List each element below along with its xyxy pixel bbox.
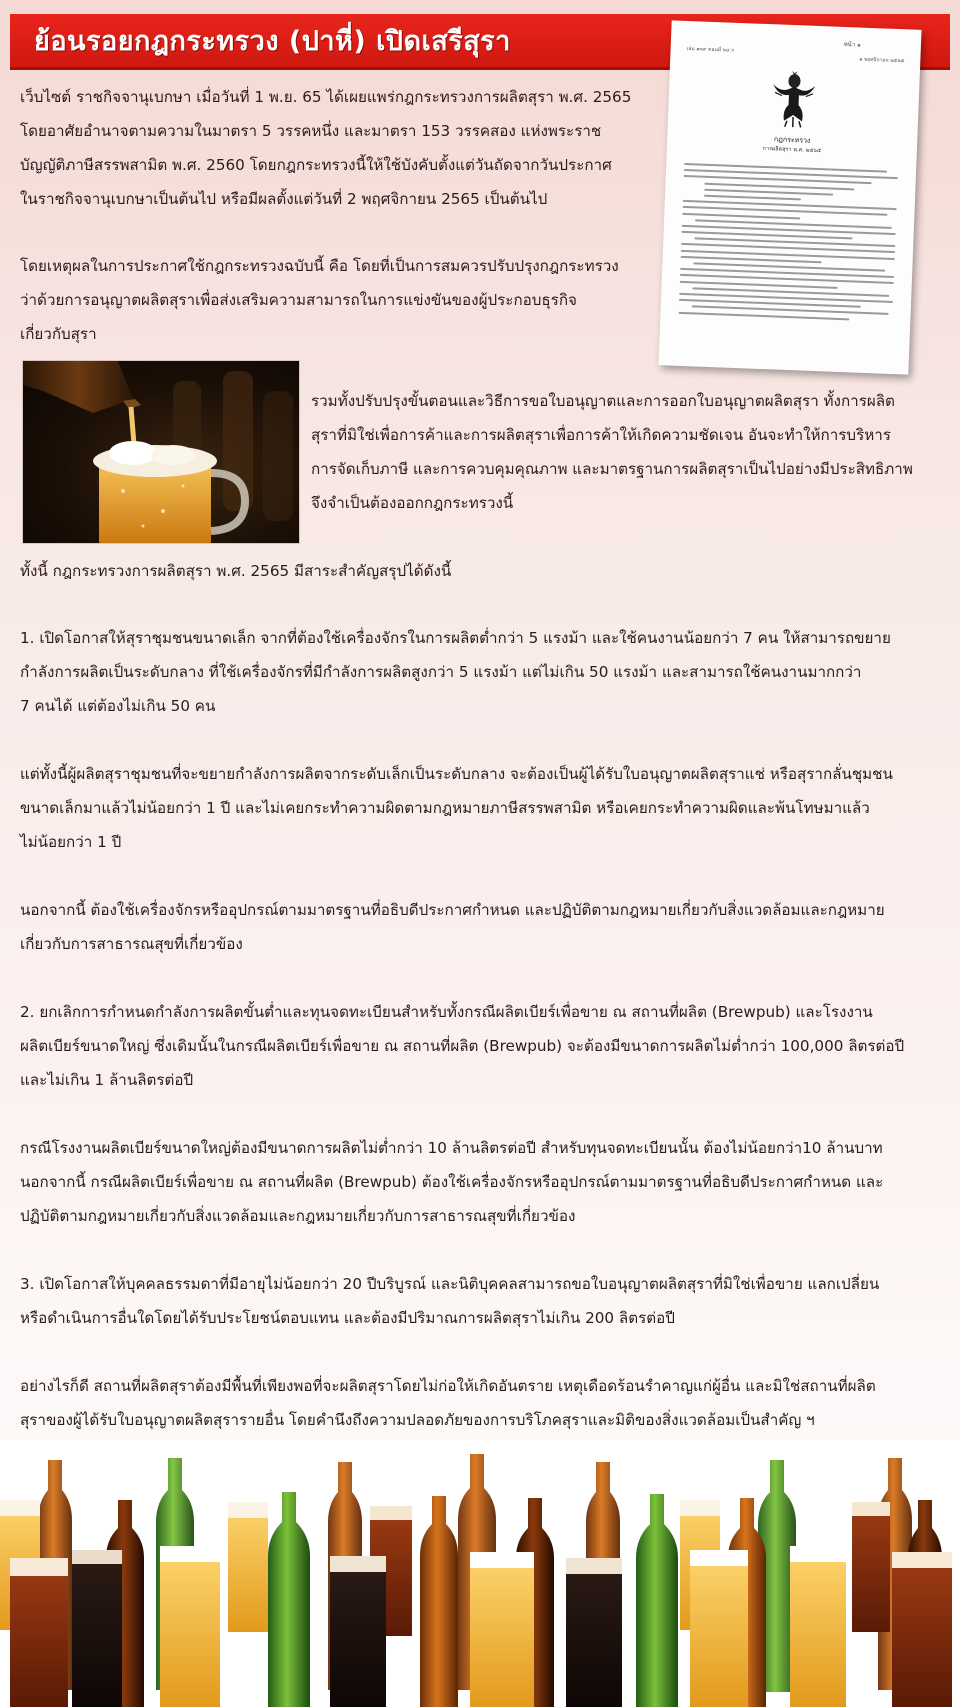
text-line: และไม่เกิน 1 ล้านลิตรต่อปี xyxy=(20,1071,194,1089)
paragraph-9 xyxy=(20,1131,883,1233)
text-line: ผลิตเบียร์ขนาดใหญ่ ซึ่งเดิมนั้นในกรณีผลิตเบียร์เพื่อขาย ณ สถานที่ผลิต (Brewpub) จะต้องมีขนาดการผลิตไม่ต่ำกว่า 100,000 ลิตรต่อปี xyxy=(20,1037,905,1055)
text-line: กำลังการผลิตเป็นระดับกลาง ที่ใช้เครื่องจักรที่มีกำลังการผลิตสูงกว่า 5 แรงม้า แต่ไม่เกิน 50 แรงม้า และสามารถใช้คนงานมากกว่า xyxy=(20,663,862,681)
decree-page-number: หน้า ๑ xyxy=(843,40,862,49)
paragraph-5 xyxy=(20,621,891,723)
beer-pouring-photo xyxy=(22,360,300,544)
text-line: ว่าด้วยการอนุญาตผลิตสุราเพื่อส่งเสริมความสามารถในการแข่งขันของผู้ประกอบธุรกิจ xyxy=(20,291,577,309)
paragraph-10 xyxy=(20,1267,879,1335)
text-line: แต่ทั้งนี้ผู้ผลิตสุราชุมชนที่จะขยายกำลังการผลิตจากระดับเล็กเป็นระดับกลาง จะต้องเป็นผู้ได้รับใบอนุญาตผลิตสุราแช่ หรือสุรากลั่นชุมชน xyxy=(20,765,893,783)
text-line: เกี่ยวกับการสาธารณสุขที่เกี่ยวข้อง xyxy=(20,935,243,953)
text-line: บัญญัติภาษีสรรพสามิต พ.ศ. 2560 โดยกฎกระทรวงนี้ให้ใช้บังคับตั้งแต่วันถัดจากวันประกาศ xyxy=(20,156,612,174)
text-line: สุราของผู้ได้รับใบอนุญาตผลิตสุรารายอื่น โดยคำนึงถึงความปลอดภัยของการบริโภคสุราและมิติของสิ่งแวดล้อมเป็นสำคัญ ฯ xyxy=(20,1411,815,1429)
text-line: การจัดเก็บภาษี และการควบคุมคุณภาพ และมาตรฐานการผลิตสุราเป็นไปอย่างมีประสิทธิภาพ xyxy=(311,460,913,478)
text-line: ปฏิบัติตามกฎหมายเกี่ยวกับสิ่งแวดล้อมและกฎหมายเกี่ยวกับการสาธารณสุขที่เกี่ยวข้อง xyxy=(20,1207,576,1225)
beer-glass-image xyxy=(23,361,300,544)
ministerial-regulation-document xyxy=(658,20,921,374)
text-line: ขนาดเล็กมาแล้วไม่น้อยกว่า 1 ปี และไม่เคยกระทำความผิดตามกฎหมายภาษีสรรพสามิต หรือเคยกระทำความผิดและพ้นโทษมาแล้ว xyxy=(20,799,870,817)
text-line: 7 คนได้ แต่ต้องไม่เกิน 50 คน xyxy=(20,697,216,715)
beer-bottles-footer-image xyxy=(0,1440,960,1707)
page-title: ย้อนรอยกฎกระทรวง (ปาหี่) เปิดเสรีสุรา xyxy=(34,26,511,57)
text-line: สุราที่มิใช่เพื่อการค้าและการผลิตสุราเพื่อการค้าให้เกิดความชัดเจน อันจะทำให้การบริหาร xyxy=(311,426,891,444)
text-line: 1. เปิดโอกาสให้สุราชุมชนขนาดเล็ก จากที่ต้องใช้เครื่องจักรในการผลิตต่ำกว่า 5 แรงม้า และใช้คนงานน้อยกว่า 7 คน ให้สามารถขยาย xyxy=(20,629,891,647)
text-line: จึงจำเป็นต้องออกกฎกระทรวงนี้ xyxy=(311,494,514,512)
text-line: รวมทั้งปรับปรุงขั้นตอนและวิธีการขอใบอนุญาตและการออกใบอนุญาตผลิตสุรา ทั้งการผลิต xyxy=(311,392,895,410)
paragraph-1 xyxy=(20,80,631,216)
paragraph-4 xyxy=(20,554,451,588)
text-line: 2. ยกเลิกการกำหนดกำลังการผลิตขั้นต่ำและทุนจดทะเบียนสำหรับทั้งกรณีผลิตเบียร์เพื่อขาย ณ สถานที่ผลิต (Brewpub) และโรงงาน xyxy=(20,1003,873,1021)
text-line: โดยเหตุผลในการประกาศใช้กฎกระทรวงฉบับนี้ คือ โดยที่เป็นการสมควรปรับปรุงกฎกระทรวง xyxy=(20,257,619,275)
text-line: โดยอาศัยอำนาจตามความในมาตรา 5 วรรคหนึ่ง และมาตรา 153 วรรคสอง แห่งพระราช xyxy=(20,122,602,140)
text-line: 3. เปิดโอกาสให้บุคคลธรรมดาที่มีอายุไม่น้อยกว่า 20 ปีบริบูรณ์ และนิติบุคคลสามารถขอใบอนุญาตผลิตสุราที่มิใช่เพื่อขาย แลกเปลี่ยน xyxy=(20,1275,880,1293)
text-line: ไม่น้อยกว่า 1 ปี xyxy=(20,833,122,851)
paragraph-8 xyxy=(20,995,904,1097)
decree-volume: เล่ม ๑๓๙ ตอนที่ ๖๔ ก xyxy=(686,45,735,54)
garuda-emblem-icon xyxy=(768,70,820,130)
text-line: นอกจากนี้ กรณีผลิตเบียร์เพื่อขาย ณ สถานที่ผลิต (Brewpub) ต้องใช้เครื่องจักรหรืออุปกรณ์ตามมาตรฐานที่อธิบดีประกาศกำหนด และ xyxy=(20,1173,884,1191)
text-line: นอกจากนี้ ต้องใช้เครื่องจักรหรืออุปกรณ์ตามมาตรฐานที่อธิบดีประกาศกำหนด และปฏิบัติตามกฎหมายเกี่ยวกับสิ่งแวดล้อมและกฎหมาย xyxy=(20,901,885,919)
decree-title: กฎกระทรวง xyxy=(773,135,811,145)
paragraph-7 xyxy=(20,893,885,961)
text-line: หรือดำเนินการอื่นใดโดยได้รับประโยชน์ตอบแทน และต้องมีปริมาณการผลิตสุราไม่เกิน 200 ลิตรต่อปี xyxy=(20,1309,675,1327)
paragraph-3 xyxy=(311,384,913,520)
text-line: อย่างไรก็ดี สถานที่ผลิตสุราต้องมีพื้นที่เพียงพอที่จะผลิตสุราโดยไม่ก่อให้เกิดอันตราย เหตุเดือดร้อนรำคาญแก่ผู้อื่น และมิใช่สถานที่ผลิต xyxy=(20,1377,876,1395)
decree-date: ๑ พฤศจิกายน ๒๕๖๕ xyxy=(859,56,905,65)
text-line: เว็บไซต์ ราชกิจจานุเบกษา เมื่อวันที่ 1 พ.ย. 65 ได้เผยแพร่กฎกระทรวงการผลิตสุรา พ.ศ. 2565 xyxy=(20,88,632,106)
text-line: ทั้งนี้ กฎกระทรวงการผลิตสุรา พ.ศ. 2565 มีสาระสำคัญสรุปได้ดังนี้ xyxy=(20,562,452,580)
text-line: เกี่ยวกับสุรา xyxy=(20,325,97,343)
decree-body-text xyxy=(678,163,898,326)
text-line: ในราชกิจจานุเบกษาเป็นต้นไป หรือมีผลตั้งแต่วันที่ 2 พฤศจิกายน 2565 เป็นต้นไป xyxy=(20,190,548,208)
text-line: กรณีโรงงานผลิตเบียร์ขนาดใหญ่ต้องมีขนาดการผลิตไม่ต่ำกว่า 10 ล้านลิตรต่อปี สำหรับทุนจดทะเบียนนั้น ต้องไม่น้อยกว่า10 ล้านบาท xyxy=(20,1139,883,1157)
paragraph-6 xyxy=(20,757,893,859)
decree-subtitle: การผลิตสุรา พ.ศ. ๒๕๖๕ xyxy=(762,145,822,155)
paragraph-11 xyxy=(20,1369,876,1437)
paragraph-2 xyxy=(20,249,619,351)
